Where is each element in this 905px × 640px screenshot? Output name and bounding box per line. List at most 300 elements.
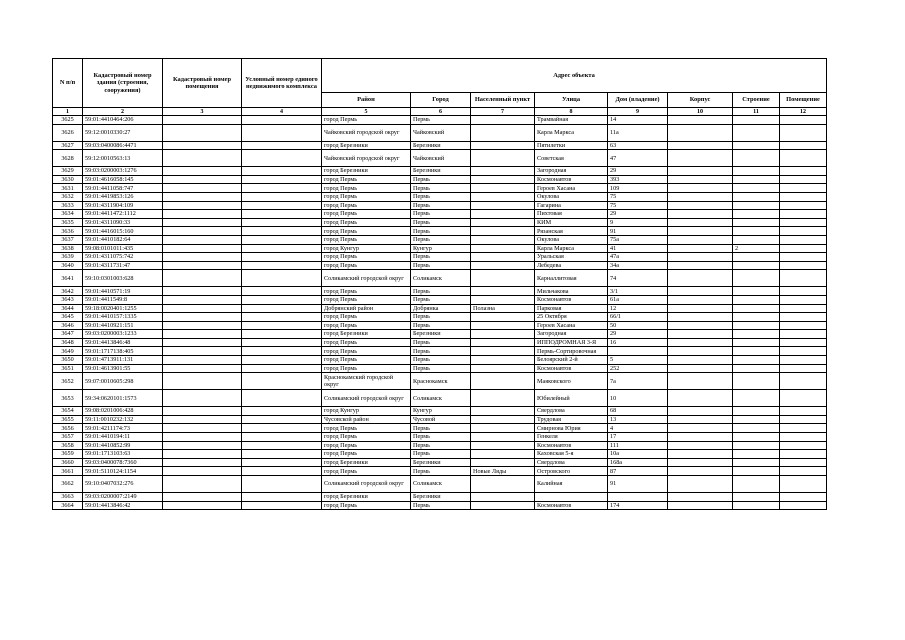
property-registry-table: [52, 58, 827, 510]
column-number: 2: [83, 108, 163, 116]
cell-street: Свердлова: [535, 407, 608, 416]
cell-city: Пермь: [411, 253, 471, 262]
cell-conditional-number: [242, 244, 322, 253]
cell-settlement: [471, 116, 535, 125]
cell-korpus: [668, 210, 733, 219]
cell-district: город Пермь: [322, 201, 411, 210]
cell-city: Пермь: [411, 295, 471, 304]
cell-house: 66/1: [608, 313, 668, 322]
cell-row-number: 3652: [53, 373, 83, 390]
cell-settlement: [471, 270, 535, 287]
cell-cadastral-room: [163, 150, 242, 167]
registry-sheet: [52, 58, 826, 510]
cell-korpus: [668, 407, 733, 416]
cell-room: [780, 476, 827, 493]
cell-settlement: [471, 493, 535, 502]
cell-cadastral-room: [163, 244, 242, 253]
cell-house: 109: [608, 184, 668, 193]
cell-street: Калийная: [535, 476, 608, 493]
cell-house: 34а: [608, 261, 668, 270]
cell-korpus: [668, 218, 733, 227]
cell-conditional-number: [242, 210, 322, 219]
cell-settlement: [471, 150, 535, 167]
cell-room: [780, 330, 827, 339]
cell-building: [733, 116, 780, 125]
cell-korpus: [668, 433, 733, 442]
cell-city: Чайковский: [411, 124, 471, 141]
cell-conditional-number: [242, 270, 322, 287]
cell-building: [733, 201, 780, 210]
cell-street: Загородная: [535, 330, 608, 339]
cell-building: [733, 304, 780, 313]
cell-settlement: [471, 433, 535, 442]
cell-building: [733, 184, 780, 193]
cell-cadastral-building: 59:01:4410921:151: [83, 321, 163, 330]
cell-house: 111: [608, 441, 668, 450]
cell-cadastral-building: 59:08:0201006:428: [83, 407, 163, 416]
cell-city: Кунгур: [411, 244, 471, 253]
cell-city: Пермь: [411, 347, 471, 356]
cell-conditional-number: [242, 124, 322, 141]
cell-city: Березники: [411, 330, 471, 339]
cell-house: 17: [608, 433, 668, 442]
cell-room: [780, 424, 827, 433]
cell-conditional-number: [242, 415, 322, 424]
cell-row-number: 3625: [53, 116, 83, 125]
cell-city: Березники: [411, 493, 471, 502]
cell-district: город Пермь: [322, 433, 411, 442]
cell-row-number: 3656: [53, 424, 83, 433]
cell-settlement: [471, 235, 535, 244]
cell-conditional-number: [242, 313, 322, 322]
cell-house: 29: [608, 167, 668, 176]
cell-city: Пермь: [411, 201, 471, 210]
cell-district: город Кунгур: [322, 244, 411, 253]
cell-row-number: 3657: [53, 433, 83, 442]
cell-conditional-number: [242, 347, 322, 356]
table-row: [53, 116, 827, 125]
cell-building: [733, 458, 780, 467]
table-row: [53, 124, 827, 141]
cell-cadastral-room: [163, 450, 242, 459]
cell-building: [733, 390, 780, 407]
cell-conditional-number: [242, 407, 322, 416]
cell-conditional-number: [242, 501, 322, 510]
table-row: [53, 141, 827, 150]
header-street: Улица: [535, 93, 608, 108]
cell-house: 47: [608, 150, 668, 167]
cell-district: Соликамский городской округ: [322, 270, 411, 287]
cell-district: Чайковский городской округ: [322, 124, 411, 141]
table-row: [53, 321, 827, 330]
header-conditional-number: Условный номер единого недвижимого комплекса: [242, 59, 322, 108]
cell-room: [780, 321, 827, 330]
cell-korpus: [668, 175, 733, 184]
table-row: [53, 501, 827, 510]
cell-settlement: [471, 175, 535, 184]
cell-room: [780, 501, 827, 510]
cell-korpus: [668, 424, 733, 433]
table-row: [53, 467, 827, 476]
cell-building: [733, 295, 780, 304]
cell-house: 68: [608, 407, 668, 416]
column-number: 12: [780, 108, 827, 116]
cell-city: Березники: [411, 141, 471, 150]
cell-korpus: [668, 287, 733, 296]
cell-city: Соликамск: [411, 476, 471, 493]
cell-cadastral-building: 59:01:1713103:63: [83, 450, 163, 459]
cell-settlement: [471, 330, 535, 339]
table-row: [53, 373, 827, 390]
cell-district: город Пермь: [322, 321, 411, 330]
cell-settlement: Новые Ляды: [471, 467, 535, 476]
cell-conditional-number: [242, 201, 322, 210]
cell-settlement: [471, 295, 535, 304]
cell-district: Краснокамский городской округ: [322, 373, 411, 390]
cell-house: 91: [608, 227, 668, 236]
cell-room: [780, 295, 827, 304]
cell-house: 3/1: [608, 287, 668, 296]
cell-korpus: [668, 356, 733, 365]
cell-cadastral-room: [163, 116, 242, 125]
cell-house: 75: [608, 192, 668, 201]
cell-conditional-number: [242, 141, 322, 150]
cell-conditional-number: [242, 295, 322, 304]
cell-building: [733, 450, 780, 459]
cell-house: 5: [608, 356, 668, 365]
cell-room: [780, 287, 827, 296]
header-house: Дом (владение): [608, 93, 668, 108]
cell-district: город Пермь: [322, 424, 411, 433]
cell-room: [780, 407, 827, 416]
cell-city: Кунгур: [411, 407, 471, 416]
cell-cadastral-building: 59:01:4411058:747: [83, 184, 163, 193]
cell-row-number: 3640: [53, 261, 83, 270]
cell-building: [733, 141, 780, 150]
cell-conditional-number: [242, 304, 322, 313]
cell-house: 29: [608, 210, 668, 219]
cell-settlement: [471, 244, 535, 253]
cell-room: [780, 244, 827, 253]
cell-cadastral-room: [163, 501, 242, 510]
cell-district: город Кунгур: [322, 407, 411, 416]
table-row: [53, 261, 827, 270]
cell-house: 9: [608, 218, 668, 227]
cell-cadastral-room: [163, 321, 242, 330]
cell-korpus: [668, 253, 733, 262]
cell-settlement: [471, 476, 535, 493]
cell-row-number: 3629: [53, 167, 83, 176]
cell-conditional-number: [242, 261, 322, 270]
cell-cadastral-building: 59:01:4411549:8: [83, 295, 163, 304]
cell-cadastral-building: 59:01:4311731:47: [83, 261, 163, 270]
cell-cadastral-building: 59:12:0010563:13: [83, 150, 163, 167]
cell-room: [780, 167, 827, 176]
cell-street: Трамвайная: [535, 116, 608, 125]
cell-building: [733, 433, 780, 442]
cell-house: 393: [608, 175, 668, 184]
cell-city: Пермь: [411, 235, 471, 244]
cell-row-number: 3626: [53, 124, 83, 141]
cell-house: 75а: [608, 235, 668, 244]
cell-settlement: [471, 261, 535, 270]
cell-street: Маяковского: [535, 373, 608, 390]
cell-cadastral-building: 59:01:4411472:1112: [83, 210, 163, 219]
cell-korpus: [668, 141, 733, 150]
cell-korpus: [668, 167, 733, 176]
column-number: 11: [733, 108, 780, 116]
cell-city: Пермь: [411, 364, 471, 373]
header-building: Строение: [733, 93, 780, 108]
table-row: [53, 390, 827, 407]
header-cadastral-room: Кадастровый номер помещения: [163, 59, 242, 108]
table-row: [53, 287, 827, 296]
cell-row-number: 3661: [53, 467, 83, 476]
cell-building: [733, 218, 780, 227]
cell-district: город Березники: [322, 330, 411, 339]
cell-street: Уральская: [535, 253, 608, 262]
cell-street: Космонавтов: [535, 441, 608, 450]
cell-cadastral-room: [163, 261, 242, 270]
cell-district: Соликамский городской округ: [322, 390, 411, 407]
cell-city: Пермь: [411, 433, 471, 442]
cell-cadastral-building: 59:01:4410571:19: [83, 287, 163, 296]
cell-room: [780, 227, 827, 236]
cell-room: [780, 124, 827, 141]
cell-korpus: [668, 330, 733, 339]
cell-korpus: [668, 501, 733, 510]
cell-korpus: [668, 493, 733, 502]
cell-conditional-number: [242, 167, 322, 176]
cell-korpus: [668, 116, 733, 125]
cell-cadastral-building: 59:01:4413846:48: [83, 338, 163, 347]
cell-street: Гагарина: [535, 201, 608, 210]
cell-korpus: [668, 150, 733, 167]
cell-settlement: [471, 364, 535, 373]
cell-district: город Пермь: [322, 184, 411, 193]
cell-room: [780, 261, 827, 270]
cell-korpus: [668, 270, 733, 287]
cell-building: [733, 373, 780, 390]
table-row: [53, 493, 827, 502]
cell-korpus: [668, 390, 733, 407]
cell-street: КИМ: [535, 218, 608, 227]
cell-room: [780, 210, 827, 219]
cell-row-number: 3650: [53, 356, 83, 365]
cell-district: город Пермь: [322, 313, 411, 322]
cell-street: Свердлова: [535, 458, 608, 467]
cell-settlement: [471, 287, 535, 296]
cell-cadastral-building: 59:01:4410194:11: [83, 433, 163, 442]
cell-cadastral-building: 59:08:0101011:435: [83, 244, 163, 253]
cell-house: 16: [608, 338, 668, 347]
table-row: [53, 295, 827, 304]
cell-conditional-number: [242, 227, 322, 236]
table-row: [53, 458, 827, 467]
cell-cadastral-room: [163, 167, 242, 176]
cell-city: Пермь: [411, 287, 471, 296]
header-district: Район: [322, 93, 411, 108]
cell-settlement: [471, 192, 535, 201]
cell-room: [780, 218, 827, 227]
cell-room: [780, 338, 827, 347]
cell-street: Космонавтов: [535, 501, 608, 510]
cell-room: [780, 356, 827, 365]
cell-street: Лебедева: [535, 261, 608, 270]
cell-street: Героев Хасана: [535, 321, 608, 330]
column-number: 8: [535, 108, 608, 116]
cell-conditional-number: [242, 493, 322, 502]
cell-cadastral-building: 59:10:0301003:628: [83, 270, 163, 287]
cell-conditional-number: [242, 364, 322, 373]
table-row: [53, 304, 827, 313]
cell-house: 75: [608, 201, 668, 210]
cell-row-number: 3641: [53, 270, 83, 287]
cell-korpus: [668, 373, 733, 390]
cell-cadastral-building: 59:01:4416015:160: [83, 227, 163, 236]
cell-building: [733, 407, 780, 416]
table-row: [53, 210, 827, 219]
cell-settlement: [471, 141, 535, 150]
cell-city: Пермь: [411, 313, 471, 322]
cell-building: [733, 356, 780, 365]
cell-conditional-number: [242, 476, 322, 493]
table-row: [53, 347, 827, 356]
cell-room: [780, 150, 827, 167]
cell-cadastral-room: [163, 458, 242, 467]
cell-cadastral-building: 59:01:4419853:126: [83, 192, 163, 201]
cell-room: [780, 450, 827, 459]
cell-city: Пермь: [411, 450, 471, 459]
cell-house: 91: [608, 476, 668, 493]
cell-cadastral-room: [163, 415, 242, 424]
cell-settlement: [471, 450, 535, 459]
cell-street: Окулова: [535, 235, 608, 244]
cell-settlement: [471, 338, 535, 347]
cell-building: [733, 476, 780, 493]
cell-room: [780, 313, 827, 322]
cell-settlement: [471, 390, 535, 407]
column-number-row: [53, 108, 827, 116]
cell-cadastral-room: [163, 373, 242, 390]
cell-korpus: [668, 227, 733, 236]
cell-settlement: [471, 167, 535, 176]
cell-district: город Пермь: [322, 287, 411, 296]
cell-building: [733, 124, 780, 141]
cell-cadastral-building: 59:03:0400086:4471: [83, 141, 163, 150]
cell-cadastral-building: 59:01:4613901:55: [83, 364, 163, 373]
cell-city: Пермь: [411, 261, 471, 270]
cell-district: Добрянский район: [322, 304, 411, 313]
cell-row-number: 3634: [53, 210, 83, 219]
cell-district: город Пермь: [322, 175, 411, 184]
cell-room: [780, 390, 827, 407]
cell-conditional-number: [242, 192, 322, 201]
column-number: 5: [322, 108, 411, 116]
cell-settlement: [471, 407, 535, 416]
cell-cadastral-room: [163, 141, 242, 150]
table-row: [53, 167, 827, 176]
cell-cadastral-building: 59:01:4713911:131: [83, 356, 163, 365]
cell-city: Пермь: [411, 321, 471, 330]
table-row: [53, 201, 827, 210]
cell-row-number: 3664: [53, 501, 83, 510]
cell-city: Соликамск: [411, 270, 471, 287]
cell-row-number: 3639: [53, 253, 83, 262]
cell-street: Загородная: [535, 167, 608, 176]
cell-cadastral-building: 59:03:0400078:7360: [83, 458, 163, 467]
cell-settlement: [471, 184, 535, 193]
cell-city: Пермь: [411, 424, 471, 433]
cell-korpus: [668, 244, 733, 253]
cell-street: Пихтовая: [535, 210, 608, 219]
cell-cadastral-room: [163, 235, 242, 244]
cell-district: город Пермь: [322, 347, 411, 356]
cell-district: город Березники: [322, 458, 411, 467]
cell-building: [733, 424, 780, 433]
cell-settlement: [471, 415, 535, 424]
cell-conditional-number: [242, 467, 322, 476]
cell-cadastral-room: [163, 270, 242, 287]
cell-cadastral-room: [163, 175, 242, 184]
cell-city: Пермь: [411, 501, 471, 510]
cell-cadastral-building: 59:01:4211174:73: [83, 424, 163, 433]
cell-district: город Пермь: [322, 261, 411, 270]
cell-row-number: 3654: [53, 407, 83, 416]
cell-street: Пятилетки: [535, 141, 608, 150]
cell-settlement: [471, 227, 535, 236]
cell-korpus: [668, 124, 733, 141]
cell-street: Смирнова Юрия: [535, 424, 608, 433]
column-number: 6: [411, 108, 471, 116]
cell-building: [733, 321, 780, 330]
cell-cadastral-room: [163, 201, 242, 210]
cell-city: Пермь: [411, 192, 471, 201]
cell-city: Чайковский: [411, 150, 471, 167]
cell-cadastral-room: [163, 424, 242, 433]
cell-house: [608, 347, 668, 356]
cell-cadastral-building: 59:01:4410182:64: [83, 235, 163, 244]
cell-district: город Пермь: [322, 467, 411, 476]
cell-cadastral-room: [163, 407, 242, 416]
cell-cadastral-building: 59:03:0200007:2149: [83, 493, 163, 502]
cell-city: Пермь: [411, 210, 471, 219]
cell-row-number: 3663: [53, 493, 83, 502]
cell-conditional-number: [242, 373, 322, 390]
cell-conditional-number: [242, 175, 322, 184]
cell-conditional-number: [242, 287, 322, 296]
cell-street: Рязанская: [535, 227, 608, 236]
cell-settlement: [471, 313, 535, 322]
cell-settlement: [471, 124, 535, 141]
cell-conditional-number: [242, 235, 322, 244]
cell-room: [780, 175, 827, 184]
cell-house: 168а: [608, 458, 668, 467]
cell-korpus: [668, 235, 733, 244]
cell-building: [733, 338, 780, 347]
cell-city: Краснокамск: [411, 373, 471, 390]
table-row: [53, 415, 827, 424]
cell-street: Космонавтов: [535, 295, 608, 304]
cell-korpus: [668, 201, 733, 210]
table-row: [53, 338, 827, 347]
cell-cadastral-room: [163, 347, 242, 356]
cell-cadastral-room: [163, 364, 242, 373]
cell-city: Пермь: [411, 467, 471, 476]
cell-house: 13: [608, 415, 668, 424]
cell-row-number: 3644: [53, 304, 83, 313]
table-row: [53, 364, 827, 373]
